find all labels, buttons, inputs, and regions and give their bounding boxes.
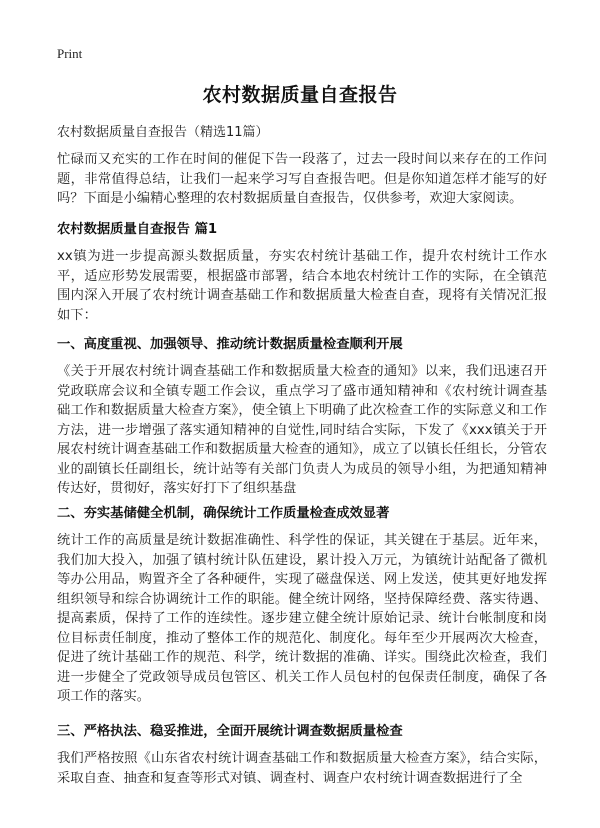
heading-2: 二、夯实基储健全机制，确保统计工作质量检查成效显著 [57, 506, 390, 521]
section-title: 农村数据质量自查报告 篇1 [57, 222, 218, 237]
document-subtitle: 农村数据质量自查报告（精选11篇） [57, 125, 269, 140]
paragraph-2: 《关于开展农村统计调查基础工作和数据质量大检查的通知》以来，我们迅速召开党政联席会议和全镇专题工作会议，重点学习了盛市通知精神和《农村统计调查基础工作和数据质量大检查方案》，使全镇上下明确了此次检查工作的实际意义和工作方法，进一步增强了落实通知精神的自觉性,同时结合实际，下发了《xxx镇关于开展农村统计调查基础工作和数据质量大检查的通知》，成立了以镇长任组长，分管农业的副镇长任副组长，统计站等有关部门负责人为成员的领导小组，为把通知精神传达好，贯彻好，落实好打下了组织基盘 [57, 364, 547, 496]
paragraph-3: 统计工作的高质量是统计数据准确性、科学性的保证，其关键在于基层。近年来，我们加大投入，加强了镇村统计队伍建设，累计投入万元，为镇统计站配备了微机等办公用品，购置齐全了各种硬件，实现了磁盘保送、网上发送，使其更好地发挥组织领导和综合协调统计工作的职能。健全统计网络，坚持保障经费、落实待遇、提高素质，保持了工作的连续性。逐步建立健全统计原始记录、统计台帐制度和岗位目标责任制度，推动了整体工作的规范化、制度化。每年至少开展两次大检查，促进了统计基础工作的规范、科学，统计数据的准确、详实。围绕此次检查，我们进一步健全了党政领导成员包管区、机关工作人员包村的包保责任制度，确保了各项工作的落实。 [57, 533, 547, 704]
print-link[interactable]: Print [57, 46, 83, 61]
paragraph-1: xx镇为进一步提高源头数据质量，夯实农村统计基础工作，提升农村统计工作水平，适应形势发展需要，根据盛市部署，结合本地农村统计工作的实际，在全镇范围内深入开展了农村统计调查基础工作和数据质量大检查自查，现将有关情况汇报如下： [57, 249, 547, 323]
page-title: 农村数据质量自查报告 [202, 84, 398, 106]
heading-1: 一、高度重视、加强领导、推动统计数据质量检查顺利开展 [57, 337, 403, 352]
paragraph-4: 我们严格按照《山东省农村统计调查基础工作和数据质量大检查方案》，结合实际，采取自查、抽查和复查等形式对镇、调查村、调查户农村统计调查数据进行了全 [57, 751, 547, 786]
intro-paragraph: 忙碌而又充实的工作在时间的催促下告一段落了，过去一段时间以来存在的工作问题，非常值得总结，让我们一起来学习写自查报告吧。但是你知道怎样才能写的好吗？下面是小编精心整理的农村数据质量自查报告，仅供参考，欢迎大家阅读。 [57, 152, 547, 206]
heading-3: 三、严格执法、稳妥推进，全面开展统计调查数据质量检查 [57, 724, 403, 739]
